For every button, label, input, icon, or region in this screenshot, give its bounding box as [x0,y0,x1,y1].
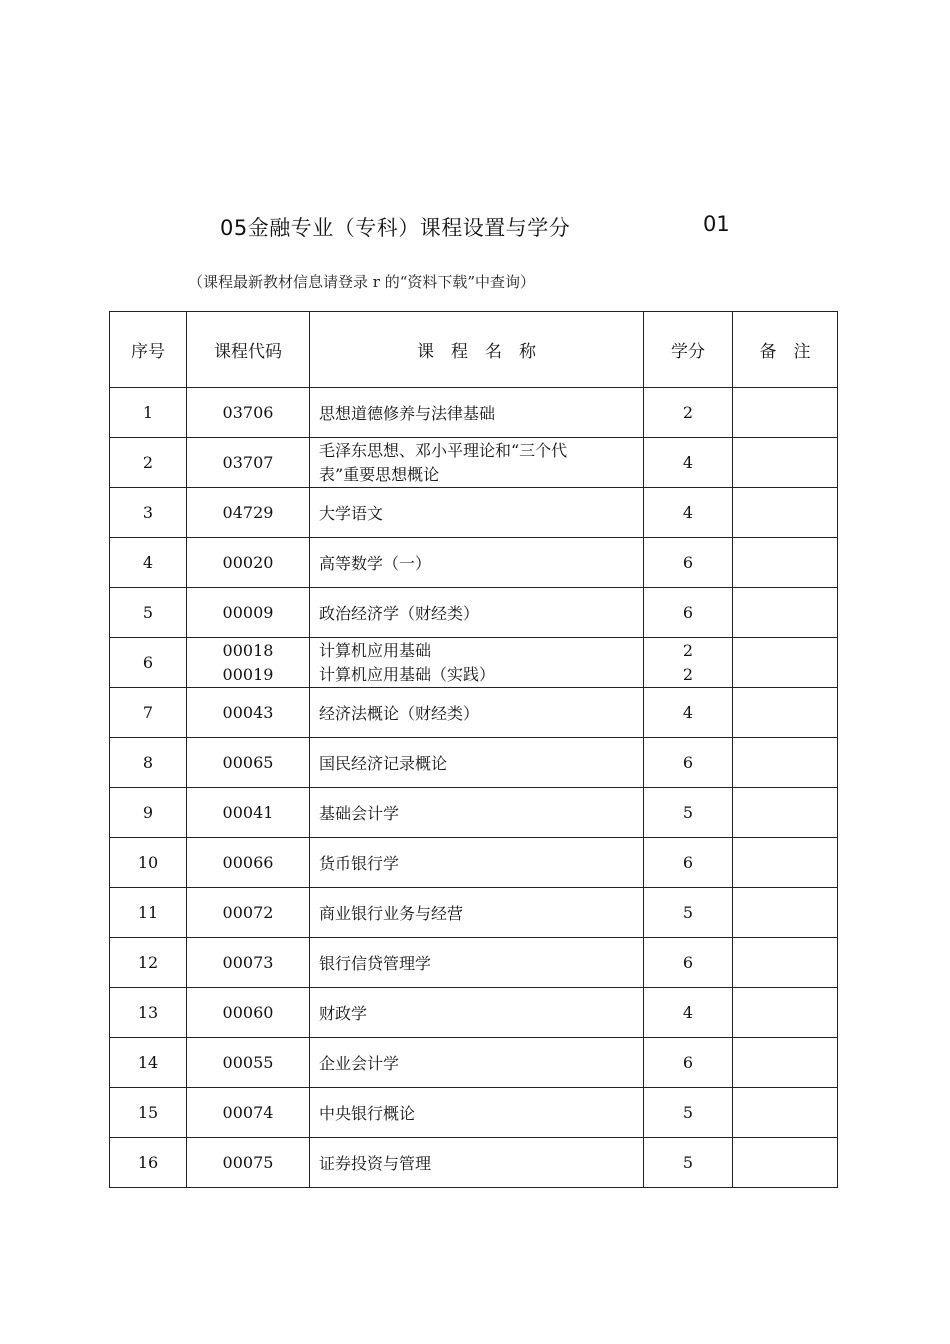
row-remark [733,738,838,788]
row-remark [733,838,838,888]
row-credit: 6 [644,538,733,588]
row-seq: 3 [110,488,187,538]
row-remark [733,788,838,838]
row-credit: 6 [644,588,733,638]
row-seq: 16 [110,1138,187,1188]
row-seq: 13 [110,988,187,1038]
row-seq: 15 [110,1088,187,1138]
course-code-line2: 00019 [222,664,274,684]
row-code: 00060 [187,988,310,1038]
row-seq: 2 [110,438,187,488]
row-code: 00009 [187,588,310,638]
row-course-name: 商业银行业务与经营 [310,888,644,938]
row-credit: 4 [644,488,733,538]
table-row [110,988,838,1038]
header-credit: 学分 [644,312,733,388]
row-seq: 11 [110,888,187,938]
row-remark [733,1138,838,1188]
row-code: 00066 [187,838,310,888]
row-course-name: 经济法概论（财经类） [310,688,644,738]
row-credit: 4 [644,438,733,488]
table-row [110,838,838,888]
row-credit: 6 [644,738,733,788]
row-seq: 9 [110,788,187,838]
table-row [110,788,838,838]
row-credit: 5 [644,1138,733,1188]
table-row [110,1038,838,1088]
table-row [110,1088,838,1138]
row-code: 00043 [187,688,310,738]
row-course-name: 基础会计学 [310,788,644,838]
row-seq: 10 [110,838,187,888]
row-credit: 6 [644,938,733,988]
header-seq: 序号 [110,312,187,388]
row-seq: 6 [110,638,187,688]
row-remark [733,488,838,538]
row-remark [733,388,838,438]
row-course-name: 财政学 [310,988,644,1038]
table-row [110,688,838,738]
row-remark [733,688,838,738]
table-row [110,1138,838,1188]
row-code: 03706 [187,388,310,438]
row-remark [733,1038,838,1088]
row-code: 00055 [187,1038,310,1088]
row-remark [733,938,838,988]
course-name-line1: 计算机应用基础 [319,640,432,660]
row-remark [733,1088,838,1138]
row-seq: 7 [110,688,187,738]
course-name-line2: 表”重要思想概论 [319,464,440,484]
credit-line1: 2 [682,640,694,660]
course-table [109,311,838,1188]
row-course-name: 企业会计学 [310,1038,644,1088]
row-credit: 4 [644,688,733,738]
row-course-name: 银行信贷管理学 [310,938,644,988]
row-seq: 5 [110,588,187,638]
row-remark [733,538,838,588]
table-row [110,438,838,488]
row-credit: 4 [644,988,733,1038]
row-course-name: 中央银行概论 [310,1088,644,1138]
row-credit: 6 [644,838,733,888]
row-credit: 5 [644,888,733,938]
row-course-name: 思想道德修养与法律基础 [310,388,644,438]
row-seq: 14 [110,1038,187,1088]
document-title: 05金融专业（专科）课程设置与学分 [220,216,571,240]
row-credit [644,638,733,688]
header-remark: 备 注 [733,312,838,388]
row-code: 00065 [187,738,310,788]
row-code: 00072 [187,888,310,938]
row-course-name [310,638,644,688]
row-code: 00020 [187,538,310,588]
course-name-line1: 毛泽东思想、邓小平理论和“三个代 [319,440,568,460]
table-row [110,588,838,638]
document-subtitle: （课程最新教材信息请登录 r 的“资料下载”中查询） [188,273,536,291]
table-row [110,638,838,688]
row-code: 00041 [187,788,310,838]
row-course-name [310,438,644,488]
row-remark [733,638,838,688]
header-course-code: 课程代码 [187,312,310,388]
row-course-name: 高等数学（一） [310,538,644,588]
row-course-name: 大学语文 [310,488,644,538]
row-seq: 8 [110,738,187,788]
row-code: 00073 [187,938,310,988]
table-row [110,388,838,438]
row-code: 00074 [187,1088,310,1138]
table-row [110,538,838,588]
row-code: 00075 [187,1138,310,1188]
document-title-code: 01 [703,212,730,236]
row-seq: 4 [110,538,187,588]
row-seq: 12 [110,938,187,988]
row-credit: 5 [644,1088,733,1138]
course-code-line1: 00018 [222,640,274,660]
row-code: 04729 [187,488,310,538]
table-row [110,738,838,788]
table-row [110,938,838,988]
row-remark [733,988,838,1038]
table-header-row [110,312,838,388]
row-course-name: 国民经济记录概论 [310,738,644,788]
credit-line2: 2 [682,664,694,684]
table-row [110,888,838,938]
table-row [110,488,838,538]
row-seq: 1 [110,388,187,438]
row-remark [733,888,838,938]
row-credit: 5 [644,788,733,838]
row-code [187,638,310,688]
row-course-name: 证券投资与管理 [310,1138,644,1188]
row-code: 03707 [187,438,310,488]
row-course-name: 货币银行学 [310,838,644,888]
row-remark [733,438,838,488]
row-remark [733,588,838,638]
row-credit: 2 [644,388,733,438]
row-course-name: 政治经济学（财经类） [310,588,644,638]
course-name-line2: 计算机应用基础（实践） [319,664,496,684]
header-course-name: 课 程 名 称 [310,312,644,388]
row-credit: 6 [644,1038,733,1088]
